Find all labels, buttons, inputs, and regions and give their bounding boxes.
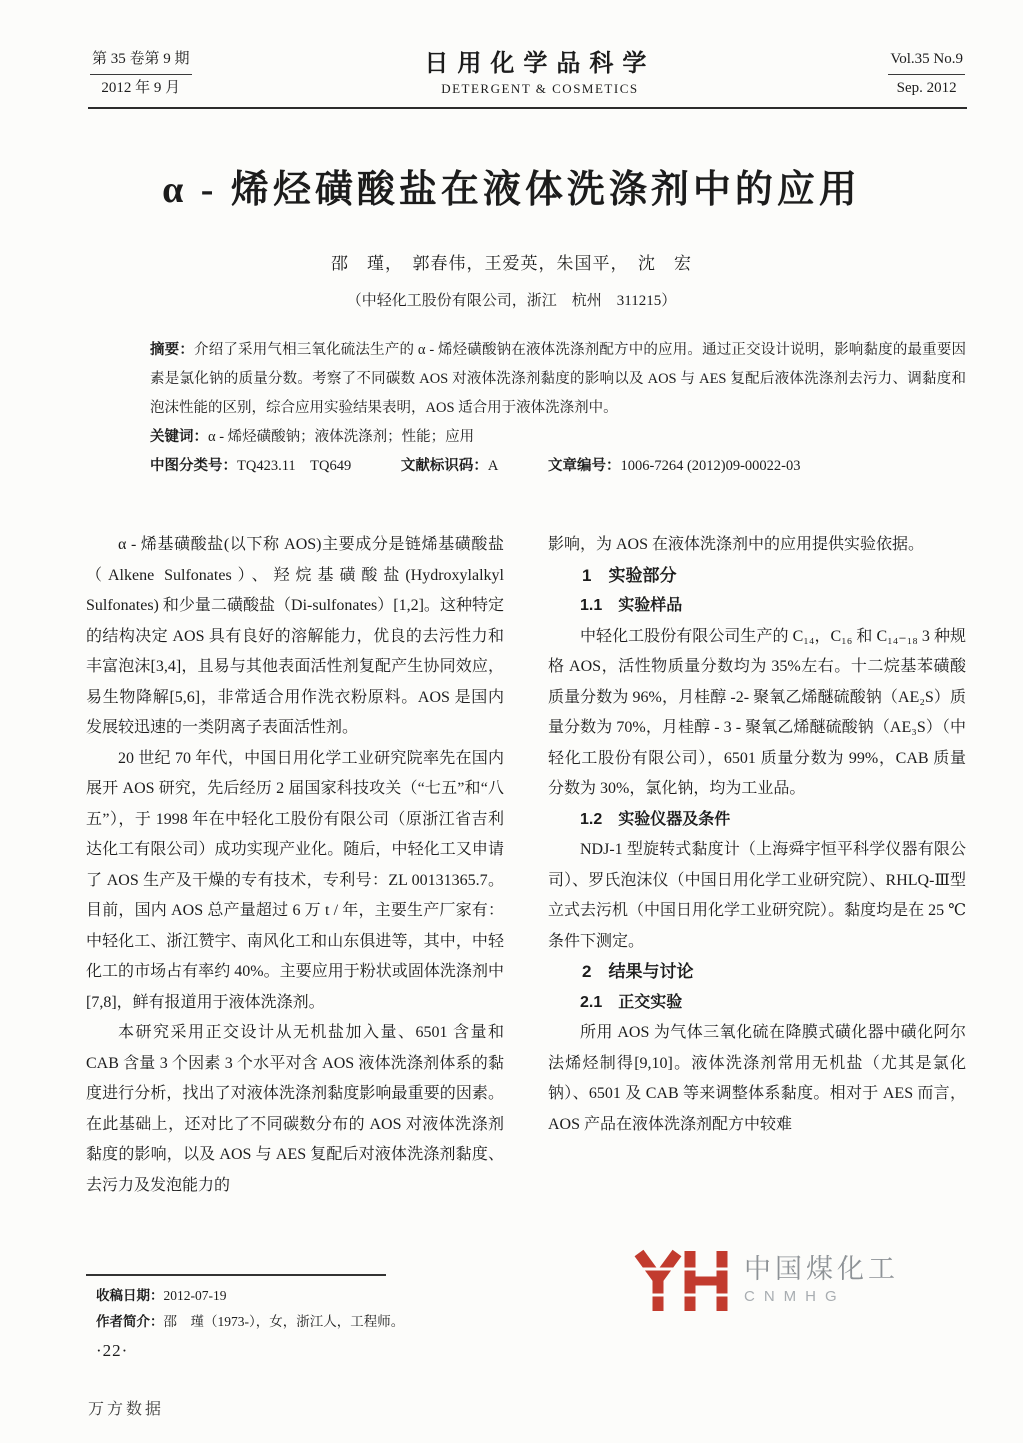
article-id-value: 1006-7264 (2012)09-00022-03 <box>620 458 801 474</box>
wanfang-watermark: 万方数据 <box>88 1401 165 1418</box>
received-date-label: 收稿日期： <box>96 1288 164 1303</box>
issue-date-en: Sep. 2012 <box>896 80 957 96</box>
author-bio-label: 作者简介： <box>96 1314 164 1329</box>
keywords-label: 关键词： <box>150 429 208 445</box>
paragraph-orthogonal: 所用 AOS 为气体三氧化硫在降膜式磺化器中磺化阿尔法烯烃制得[9,10]。液体洗涤剂常用无机盐（尤其是氯化钠）、6501 及 CAB 等来调整体系黏度。相对于 AES 而言，AOS 产品在液体洗涤剂配方中较难 <box>548 1024 966 1133</box>
issue-date-cn: 2012 年 9 月 <box>101 80 181 96</box>
cnmhg-logo <box>632 1243 1005 1319</box>
cnmhg-logo-mark-icon <box>632 1247 730 1315</box>
volume-issue-cn: 第 35 卷第 9 期 <box>90 46 192 75</box>
clc-segment <box>150 458 351 474</box>
footnote-block <box>96 1283 404 1335</box>
header-rule <box>88 107 967 109</box>
front-matter <box>150 336 966 481</box>
doc-code-label: 文献标识码： <box>400 458 488 474</box>
section-heading-1-2: 1.2 实验仪器及条件 <box>580 810 731 828</box>
journal-name-block <box>424 43 655 97</box>
received-date-line <box>96 1283 404 1309</box>
doc-code-segment <box>401 458 498 474</box>
paragraph-samples: 中轻化工股份有限公司生产的 C₁₄，C₁₆ 和 C₁₄₋₁₈ 3 种规格 AOS，活性物质量分数均为 35%左右。十二烷基苯磺酸质量分数为 96%，月桂醇 -2- 聚氧乙烯醚硫酸钠（AE₂S）质量分数为 70%，月桂醇 - 3 - 聚氧乙烯醚硫酸钠（AE₃S）（中轻化工股份有限公司），6501 质量分数为 99%，CAB 质量分数为 30%，氯化钠，均为工业品。 <box>548 627 966 797</box>
keywords-text: α - 烯烃磺酸钠；液体洗涤剂；性能；应用 <box>208 429 475 445</box>
paragraph-history: 20 世纪 70 年代，中国日用化学工业研究院率先在国内展开 AOS 研究，先后经历 2 届国家科技攻关（“七五”和“八五”），于 1998 年在中轻化工股份有限公司（原浙江省吉利达化工有限公司）成功实现产业化。随后，中轻化工又申请了 AOS 生产及干燥的专有技术，专利号：ZL 00131365.7。目前，国内 AOS 总产量超过 6 万 t / 年，主要生产厂家有：中轻化工、浙江赞宇、南风化工和山东俱进等，其中，中轻化工的市场占有率约 40%。主要应用于粉状或固体洗涤剂中[7,8]，鲜有报道用于液体洗涤剂。 <box>86 749 504 1011</box>
article-id-segment <box>548 458 801 474</box>
paragraph-intro: α - 烯基磺酸盐(以下称 AOS)主要成分是链烯基磺酸盐（Alkene Sulfonates）、羟烷基磺酸盐(Hydroxylalkyl Sulfonates) 和少量二磺酸盐（Di-sulfonates）[1,2]。这种特定的结构决定 AOS 具有良好的溶解能力，优良的去污性力和丰富泡沫[3,4]，且易与其他表面活性剂复配产生协同效应，易生物降解[5,6]，非常适合用作洗衣粉原料。AOS 是国内发展较迅速的一类阴离子表面活性剂。 <box>86 536 504 736</box>
abstract <box>150 336 966 423</box>
journal-name-cn: 日用化学品科学 <box>424 51 656 77</box>
journal-name-en: DETERGENT & COSMETICS <box>441 81 639 96</box>
issue-info-en <box>888 46 965 102</box>
paragraph-instruments: NDJ-1 型旋转式黏度计（上海舜宇恒平科学仪器有限公司）、罗氏泡沫仪（中国日用化学工业研究院）、RHLQ-Ⅲ型立式去污机（中国日用化学工业研究院）。黏度均是在 25 ℃条件下测定。 <box>548 841 966 950</box>
received-date-value: 2012-07-19 <box>163 1288 227 1303</box>
abstract-label: 摘要： <box>150 342 195 358</box>
affiliation: （中轻化工股份有限公司，浙江 杭州 311215） <box>346 293 677 309</box>
section-heading-2-1: 2.1 正交实验 <box>580 993 683 1011</box>
keywords <box>150 423 966 452</box>
section-heading-1: 1 实验部分 <box>582 565 677 585</box>
article-id-label: 文章编号： <box>547 458 621 474</box>
author-bio-value: 邵 瑾（1973-），女，浙江人，工程师。 <box>163 1314 405 1329</box>
cnmhg-name-en: CNMHG <box>744 1288 846 1305</box>
article-body <box>86 530 966 1201</box>
paragraph-continuation: 影响，为 AOS 在液体洗涤剂中的应用提供实验依据。 <box>548 536 925 553</box>
right-column <box>548 530 966 1201</box>
classification-line <box>150 452 966 481</box>
issue-info-cn <box>90 46 192 102</box>
left-column <box>86 530 504 1201</box>
page-number: ·22· <box>96 1341 129 1360</box>
section-heading-1-1: 1.1 实验样品 <box>580 597 683 614</box>
page-header <box>90 46 965 102</box>
section-heading-2: 2 结果与讨论 <box>582 962 694 981</box>
cnmhg-name-cn: 中国煤化工 <box>744 1254 899 1284</box>
author-bio-line <box>96 1309 404 1335</box>
clc-value: TQ423.11 TQ649 <box>237 458 352 474</box>
clc-label: 中图分类号： <box>150 458 237 474</box>
volume-issue-en: Vol.35 No.9 <box>888 46 965 75</box>
footnote-rule <box>86 1274 386 1276</box>
cnmhg-logo-text <box>744 1253 899 1309</box>
paragraph-study-scope: 本研究采用正交设计从无机盐加入量、6501 含量和 CAB 含量 3 个因素 3 个水平对含 AOS 液体洗涤剂体系的黏度进行分析，找出了对液体洗涤剂黏度影响最重要的因素。在此基础上，还对比了不同碳数分布的 AOS 对液体洗涤剂黏度的影响，以及 AOS 与 AES 复配后对液体洗涤剂黏度、去污力及发泡能力的 <box>86 1024 504 1194</box>
doc-code-value: A <box>487 458 499 474</box>
author-list: 邵 瑾， 郭春伟，王爱英，朱国平， 沈 宏 <box>331 254 692 273</box>
abstract-text: 介绍了采用气相三氧化硫法生产的 α - 烯烃磺酸钠在液体洗涤剂配方中的应用。通过正交设计说明，影响黏度的最重要因素是氯化钠的质量分数。考察了不同碳数 AOS 对液体洗涤剂黏度的影响以及 AOS 与 AES 复配后液体洗涤剂去污力、调黏度和泡沫性能的区别，综合应用实验结果表明，AOS 适合用于液体洗涤剂中。 <box>150 342 967 416</box>
article-title: α - 烯烃磺酸盐在液体洗涤剂中的应用 <box>162 169 861 211</box>
